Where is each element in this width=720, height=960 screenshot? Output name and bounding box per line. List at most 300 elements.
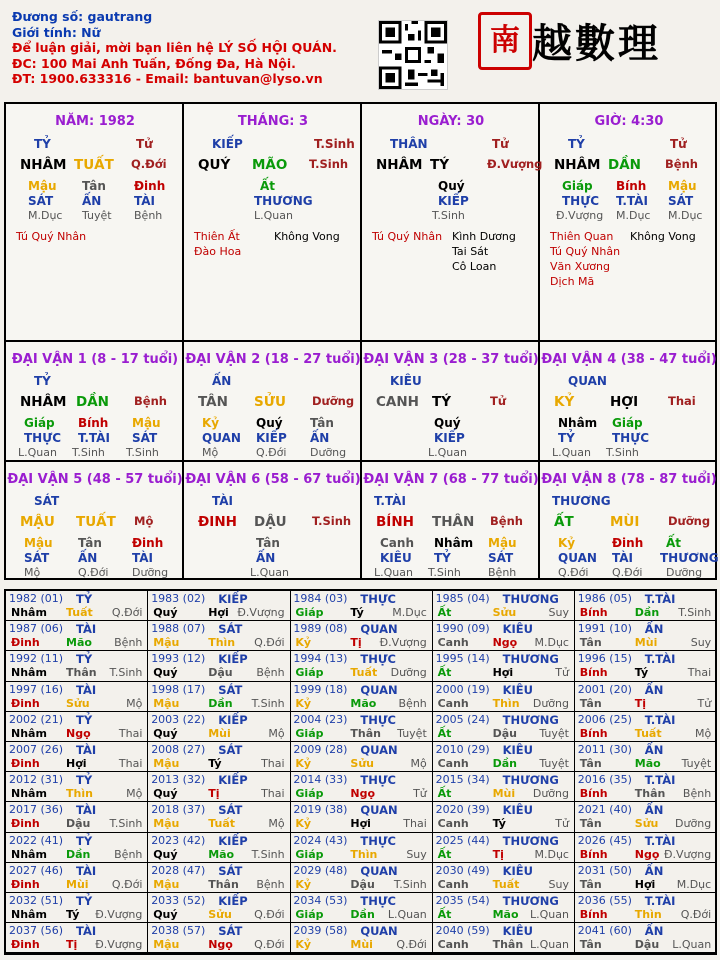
star-left: Dịch Mã: [550, 275, 595, 288]
year-branch: Sửu: [66, 696, 90, 710]
year-cell: [6, 893, 148, 923]
year-label: 2035 (54): [435, 894, 490, 907]
year-branch: Ngọ: [492, 636, 518, 650]
year-branch: Mão: [634, 757, 661, 770]
hidden-stem: THỰC: [562, 194, 600, 208]
year-cell: [290, 802, 432, 832]
pillar-1: [6, 104, 184, 340]
year-cell: [148, 802, 290, 832]
year-label: 1988 (07): [151, 622, 206, 636]
year-cell: [290, 651, 432, 681]
year-label: 2003 (22): [151, 712, 206, 726]
year-label: 1998 (17): [151, 682, 206, 696]
year-ten-god: KIÊU: [502, 622, 533, 637]
year-branch: Thân: [66, 666, 97, 680]
year-cell: [6, 802, 148, 832]
year-cell: [575, 863, 717, 893]
dai-van-hidden: SÁT: [24, 551, 50, 565]
dai-van-god: KIÊU: [390, 374, 422, 388]
dai-van-mid: Tử: [490, 394, 507, 408]
hidden-stem: M.Dục: [616, 209, 651, 222]
year-stage: Tử: [555, 817, 569, 831]
dai-van-hidden: Đinh: [132, 536, 164, 550]
dai-van-hidden: Dưỡng: [310, 446, 347, 459]
year-stem: Quý: [153, 908, 178, 921]
year-stage: Dưỡng: [532, 787, 569, 801]
year-stage: T.Sinh: [393, 877, 427, 891]
year-stem: Mậu: [153, 757, 180, 770]
year-label: 2026 (45): [577, 833, 632, 847]
year-label: 2022 (41): [9, 833, 64, 847]
year-label: 2017 (36): [9, 803, 64, 817]
year-stem: Mậu: [153, 877, 180, 891]
year-cell: [433, 923, 575, 953]
dai-van-hidden: THƯƠNG: [660, 551, 719, 565]
dai-van-mid: TUẤT: [76, 514, 116, 530]
year-stem: Đinh: [11, 877, 40, 891]
year-stage: Q.Đới: [680, 908, 712, 921]
year-cell: [575, 893, 717, 923]
year-stem: Ất: [437, 606, 452, 619]
year-ten-god: THƯƠNG: [502, 773, 559, 788]
year-stage: Dưỡng: [532, 696, 569, 710]
year-label: 2020 (39): [435, 803, 490, 817]
year-label: 1989 (08): [293, 622, 348, 636]
year-stage: Thai: [403, 817, 427, 831]
year-stem: Đinh: [11, 817, 40, 831]
dai-van-mid: MÙI: [610, 514, 640, 530]
year-label: 1982 (01): [9, 592, 64, 605]
dai-van-7: [362, 462, 540, 580]
phone-email-line: ĐT: 1900.633316 - Email: bantuvan@lyso.vn: [12, 71, 323, 86]
dai-van-title: ĐẠI VẬN 6 (58 - 67 tuổi): [185, 472, 361, 487]
year-stem: Đinh: [11, 636, 40, 650]
dai-van-mid: THÂN: [432, 514, 475, 530]
star-left: Đào Hoa: [194, 245, 242, 258]
year-label: 1993 (12): [151, 652, 206, 666]
year-stage: T.Sinh: [678, 606, 712, 619]
dai-van-mid: MẬU: [20, 514, 55, 530]
year-cell: [433, 621, 575, 651]
owner-name: Đương số: gautrang: [12, 9, 153, 24]
hidden-stem: TÀI: [134, 194, 156, 208]
year-branch: Tuất: [66, 606, 93, 619]
header-info: [12, 9, 337, 87]
dai-van-hidden: KIẾP: [434, 431, 465, 445]
year-stem: Tân: [579, 877, 602, 891]
dai-van-hidden: T.TÀI: [78, 431, 110, 445]
dai-van-mid: KỶ: [554, 394, 575, 410]
dai-van-hidden: TỶ: [558, 431, 575, 445]
year-label: 2029 (48): [293, 863, 348, 877]
dai-van-hidden: L.Quan: [250, 566, 289, 579]
year-ten-god: THỰC: [360, 833, 396, 848]
year-label: 1991 (10): [577, 622, 632, 636]
year-label: 2034 (53): [293, 894, 348, 907]
year-stem: Nhâm: [11, 908, 47, 921]
year-stem: Nhâm: [11, 726, 47, 740]
year-cell: [433, 651, 575, 681]
year-ten-god: KIẾP: [218, 833, 248, 848]
year-ten-god: TỶ: [76, 712, 93, 727]
year-stem: Kỷ: [295, 696, 312, 710]
hidden-stem: T.TÀI: [616, 194, 648, 208]
year-stem: Giáp: [295, 787, 324, 801]
year-label: 2000 (19): [435, 682, 490, 696]
year-ten-god: TỶ: [76, 592, 93, 606]
year-label: 2027 (46): [9, 863, 64, 877]
year-stem: Tân: [579, 938, 602, 952]
dai-van-hidden: KIẾP: [256, 431, 287, 445]
year-label: 2031 (50): [577, 863, 632, 877]
dai-van-hidden: L.Quan: [18, 446, 57, 459]
year-ten-god: TỶ: [76, 833, 93, 848]
year-stage: Bệnh: [256, 877, 285, 891]
year-stage: Thai: [118, 757, 143, 770]
dai-van-mid: ẤT: [554, 514, 574, 530]
dai-van-5: [6, 462, 184, 580]
pillar-mid: T.Sinh: [309, 157, 349, 171]
year-label: 1990 (09): [435, 622, 490, 636]
year-label: 1984 (03): [293, 592, 348, 605]
year-ten-god: T.TÀI: [644, 773, 676, 788]
dai-van-hidden: Kỷ: [558, 536, 576, 550]
dai-van-hidden: Tân: [310, 416, 334, 430]
year-stage: Đ.Vượng: [663, 847, 712, 861]
year-label: 2025 (44): [435, 833, 490, 847]
year-cell: [290, 833, 432, 863]
year-stage: L.Quan: [530, 908, 569, 921]
dai-van-title: ĐẠI VẬN 1 (8 - 17 tuổi): [11, 352, 179, 367]
dai-van-hidden: ẤN: [256, 551, 276, 565]
year-branch: Thân: [208, 877, 239, 891]
year-stage: Đ.Vượng: [95, 908, 143, 921]
year-label: 2008 (27): [151, 743, 206, 756]
star-right: Cô Loan: [452, 260, 497, 273]
year-ten-god: TÀI: [76, 682, 97, 697]
year-label: 2037 (56): [9, 924, 64, 938]
dai-van-mid: DẦN: [76, 394, 109, 410]
seal-stamp: 南: [478, 12, 532, 70]
ten-god-stem: KIẾP: [212, 137, 243, 151]
year-branch: Hợi: [350, 817, 371, 831]
dai-van-god: QUAN: [568, 374, 607, 388]
dai-van-god: THƯƠNG: [552, 494, 611, 508]
stage-top: Tử: [136, 137, 153, 151]
hidden-stem: THƯƠNG: [254, 194, 313, 208]
dai-van-mid: NHÂM: [20, 394, 67, 410]
year-label: 2010 (29): [435, 743, 490, 756]
year-stem: Canh: [437, 877, 469, 891]
year-stem: Tân: [579, 757, 602, 770]
year-branch: Tị: [66, 938, 78, 952]
year-branch: Tuất: [350, 666, 378, 680]
year-cell: [6, 923, 148, 953]
year-cell: [290, 742, 432, 772]
year-stage: Q.Đới: [111, 877, 143, 891]
dai-van-hidden: QUAN: [202, 431, 241, 445]
year-ten-god: THỰC: [360, 773, 396, 788]
year-ten-god: KIẾP: [218, 592, 248, 606]
dai-van-1: [6, 342, 184, 460]
year-stage: Mộ: [126, 787, 143, 801]
dai-van-hidden: Quý: [434, 416, 461, 430]
dai-van-3: [362, 342, 540, 460]
hidden-stem: T.Sinh: [432, 209, 465, 222]
dai-van-hidden: Q.Đới: [256, 446, 287, 459]
year-label: 2011 (30): [577, 743, 632, 756]
year-cell: [575, 591, 717, 621]
dai-van-hidden: QUAN: [558, 551, 597, 565]
year-branch: Tuất: [634, 726, 662, 740]
dai-van-mid: BÍNH: [376, 514, 414, 530]
year-stage: Tử: [413, 787, 427, 801]
hidden-stem: Tân: [82, 179, 106, 193]
year-cell: [290, 863, 432, 893]
year-stem: Mậu: [153, 636, 180, 650]
year-branch: Sửu: [492, 606, 517, 619]
year-ten-god: THỰC: [360, 712, 396, 727]
dai-van-hidden: Canh: [380, 536, 414, 550]
dai-van-hidden: Giáp: [24, 416, 55, 430]
year-label: 1985 (04): [435, 592, 490, 605]
year-label: 2030 (49): [435, 863, 490, 877]
year-cell: [290, 682, 432, 712]
hidden-stem: Tuyệt: [82, 209, 112, 222]
pillar-mid: NHÂM: [376, 157, 423, 173]
year-cell: [575, 802, 717, 832]
dai-van-hidden: KIÊU: [380, 551, 412, 565]
year-stem: Nhâm: [11, 787, 47, 801]
year-label: 2015 (34): [435, 773, 490, 787]
year-ten-god: SÁT: [218, 622, 243, 637]
contact-line: Để luận giải, mời bạn liên hệ LÝ SỐ HỘI QUÁN.: [12, 40, 337, 55]
year-stage: Bệnh: [256, 666, 285, 680]
year-ten-god: ẤN: [644, 803, 664, 818]
hidden-stem: Giáp: [562, 179, 593, 193]
star-left: Thiên Quan: [550, 230, 614, 243]
year-cell: [6, 682, 148, 712]
dai-van-god: TỶ: [34, 374, 51, 388]
year-cell: [6, 712, 148, 742]
year-stem: Ất: [437, 787, 452, 801]
year-label: 2006 (25): [577, 712, 632, 726]
year-branch: Dần: [350, 908, 375, 921]
pillar-3: [362, 104, 543, 340]
year-ten-god: T.TÀI: [644, 592, 676, 606]
dai-van-hidden: T.Sinh: [428, 566, 461, 579]
year-cell: [433, 893, 575, 923]
year-ten-god: TỶ: [76, 652, 93, 667]
year-cell: [148, 621, 290, 651]
year-stem: Kỷ: [295, 877, 312, 891]
dai-van-hidden: THỰC: [612, 431, 650, 445]
year-branch: Mão: [66, 636, 92, 650]
dai-van-title: ĐẠI VẬN 5 (48 - 57 tuổi): [7, 472, 183, 487]
year-cell: [6, 863, 148, 893]
year-stage: Q.Đới: [396, 938, 427, 952]
year-stage: Thai: [261, 757, 285, 770]
dai-van-god: SÁT: [34, 494, 60, 508]
year-stem: Đinh: [11, 757, 40, 770]
hidden-stem: Bính: [616, 179, 647, 193]
year-stem: Canh: [437, 636, 469, 650]
year-ten-god: THỰC: [360, 592, 396, 606]
year-stem: Ất: [437, 666, 452, 680]
year-branch: Hợi: [492, 666, 514, 680]
pillar-mid: Q.Đới: [131, 157, 167, 171]
dai-van-hidden: Tân: [256, 536, 280, 550]
year-cell: [575, 833, 717, 863]
year-branch: Sửu: [208, 908, 232, 921]
hidden-stem: Mậu: [28, 179, 57, 193]
dai-van-god: ẤN: [212, 374, 232, 388]
year-cell: [290, 772, 432, 802]
year-cell: [148, 863, 290, 893]
year-label: 2023 (42): [151, 833, 206, 847]
year-branch: Dậu: [492, 726, 517, 740]
gender: Giới tính: Nữ: [12, 24, 101, 40]
year-ten-god: QUAN: [360, 863, 398, 878]
year-label: 2039 (58): [293, 924, 348, 938]
year-stage: Mộ: [268, 817, 285, 831]
dai-van-mid: HỢI: [610, 394, 639, 410]
hidden-stem: SÁT: [668, 194, 694, 208]
yearly-luck-grid: [4, 589, 717, 955]
stage-top: T.Sinh: [314, 137, 355, 151]
year-label: 2014 (33): [293, 773, 348, 787]
year-stem: Quý: [153, 606, 178, 619]
year-branch: Mùi: [350, 938, 373, 952]
year-stem: Canh: [437, 757, 469, 770]
year-stage: Thai: [118, 726, 143, 740]
year-ten-god: THƯƠNG: [502, 592, 559, 606]
year-branch: Mão: [350, 696, 377, 710]
year-stem: Quý: [153, 666, 178, 680]
dai-van-hidden: Quý: [256, 416, 283, 430]
dai-van-hidden: Mậu: [132, 416, 161, 430]
year-stem: Ất: [437, 726, 452, 740]
pillar-mid: Bệnh: [665, 157, 698, 171]
year-cell: [148, 712, 290, 742]
year-branch: Tý: [208, 757, 222, 770]
hidden-stem: Quý: [438, 179, 465, 193]
year-stage: T.Sinh: [109, 666, 143, 680]
year-branch: Ngọ: [208, 938, 233, 952]
year-label: 2005 (24): [435, 712, 490, 726]
year-cell: [148, 651, 290, 681]
pillar-title: GIỜ: 4:30: [594, 114, 664, 129]
year-branch: Mùi: [208, 726, 231, 740]
dai-van-hidden: ẤN: [310, 431, 330, 445]
year-stem: Canh: [437, 696, 469, 710]
year-stage: T.Sinh: [109, 817, 143, 831]
year-stage: Suy: [548, 606, 569, 619]
year-branch: Mùi: [492, 787, 516, 801]
star-left: Tú Quý Nhân: [550, 245, 621, 258]
year-ten-god: THƯƠNG: [502, 894, 559, 908]
year-cell: [6, 742, 148, 772]
dai-van-hidden: T.Sinh: [606, 446, 639, 459]
year-branch: Mão: [208, 847, 235, 861]
year-ten-god: THƯƠNG: [502, 652, 559, 667]
year-ten-god: QUAN: [360, 803, 398, 818]
year-label: 2013 (32): [151, 773, 206, 787]
year-stage: Q.Đới: [111, 606, 143, 619]
year-stem: Giáp: [295, 606, 324, 619]
year-branch: Tuất: [208, 817, 235, 831]
year-stem: Tân: [579, 636, 602, 650]
year-branch: Dậu: [66, 817, 91, 831]
year-stage: M.Dục: [534, 847, 569, 861]
year-branch: Thân: [634, 787, 666, 801]
year-ten-god: KIÊU: [502, 682, 533, 697]
year-cell: [290, 923, 432, 953]
year-branch: Dần: [208, 696, 233, 710]
star-left: Tú Quý Nhân: [16, 230, 87, 243]
year-branch: Tuất: [492, 877, 520, 891]
year-label: 2012 (31): [9, 773, 64, 787]
ten-god-stem: THÂN: [390, 137, 428, 151]
star-right: Không Vong: [274, 230, 340, 243]
year-ten-god: QUAN: [360, 682, 398, 697]
year-ten-god: THỰC: [360, 894, 396, 908]
year-stage: Tử: [555, 666, 569, 680]
year-cell: [575, 651, 717, 681]
year-stem: Bính: [579, 847, 608, 861]
year-cell: [6, 833, 148, 863]
four-pillars-board: [4, 102, 717, 580]
pillar-2: [184, 104, 362, 340]
dai-van-mid: SỬU: [254, 394, 286, 410]
year-stem: Nhâm: [11, 606, 47, 619]
year-stem: Giáp: [295, 908, 324, 921]
dai-van-hidden: Dưỡng: [666, 566, 703, 579]
year-stage: Dưỡng: [675, 817, 712, 831]
year-ten-god: T.TÀI: [644, 712, 676, 727]
pillar-mid: NHÂM: [20, 157, 67, 173]
hidden-stem: Ất: [260, 179, 276, 193]
ten-god-stem: TỶ: [568, 137, 585, 151]
year-stage: Bệnh: [114, 636, 143, 650]
year-branch: Thìn: [492, 696, 520, 710]
year-cell: [148, 833, 290, 863]
year-label: 2002 (21): [9, 712, 64, 726]
year-branch: Ngọ: [66, 726, 91, 740]
year-branch: Tý: [634, 666, 649, 680]
year-label: 2041 (60): [577, 924, 632, 938]
year-ten-god: KIẾP: [218, 712, 248, 727]
year-ten-god: TỶ: [76, 773, 93, 788]
year-label: 2018 (37): [151, 803, 206, 817]
dai-van-hidden: TỶ: [434, 551, 451, 565]
year-cell: [433, 833, 575, 863]
year-stem: Bính: [579, 908, 608, 921]
year-stage: Mộ: [410, 757, 427, 770]
dai-van-hidden: THỰC: [24, 431, 62, 445]
dai-van-mid: ĐINH: [198, 514, 237, 530]
year-cell: [433, 682, 575, 712]
year-stage: Tử: [697, 696, 712, 710]
year-ten-god: KIÊU: [502, 743, 533, 757]
year-branch: Dần: [66, 847, 91, 861]
year-ten-god: T.TÀI: [644, 894, 676, 908]
dai-van-2: [184, 342, 362, 460]
year-stem: Kỷ: [295, 817, 312, 831]
dai-van-mid: TÝ: [432, 394, 451, 410]
year-ten-god: THỰC: [360, 652, 396, 667]
year-ten-god: KIẾP: [218, 773, 248, 788]
